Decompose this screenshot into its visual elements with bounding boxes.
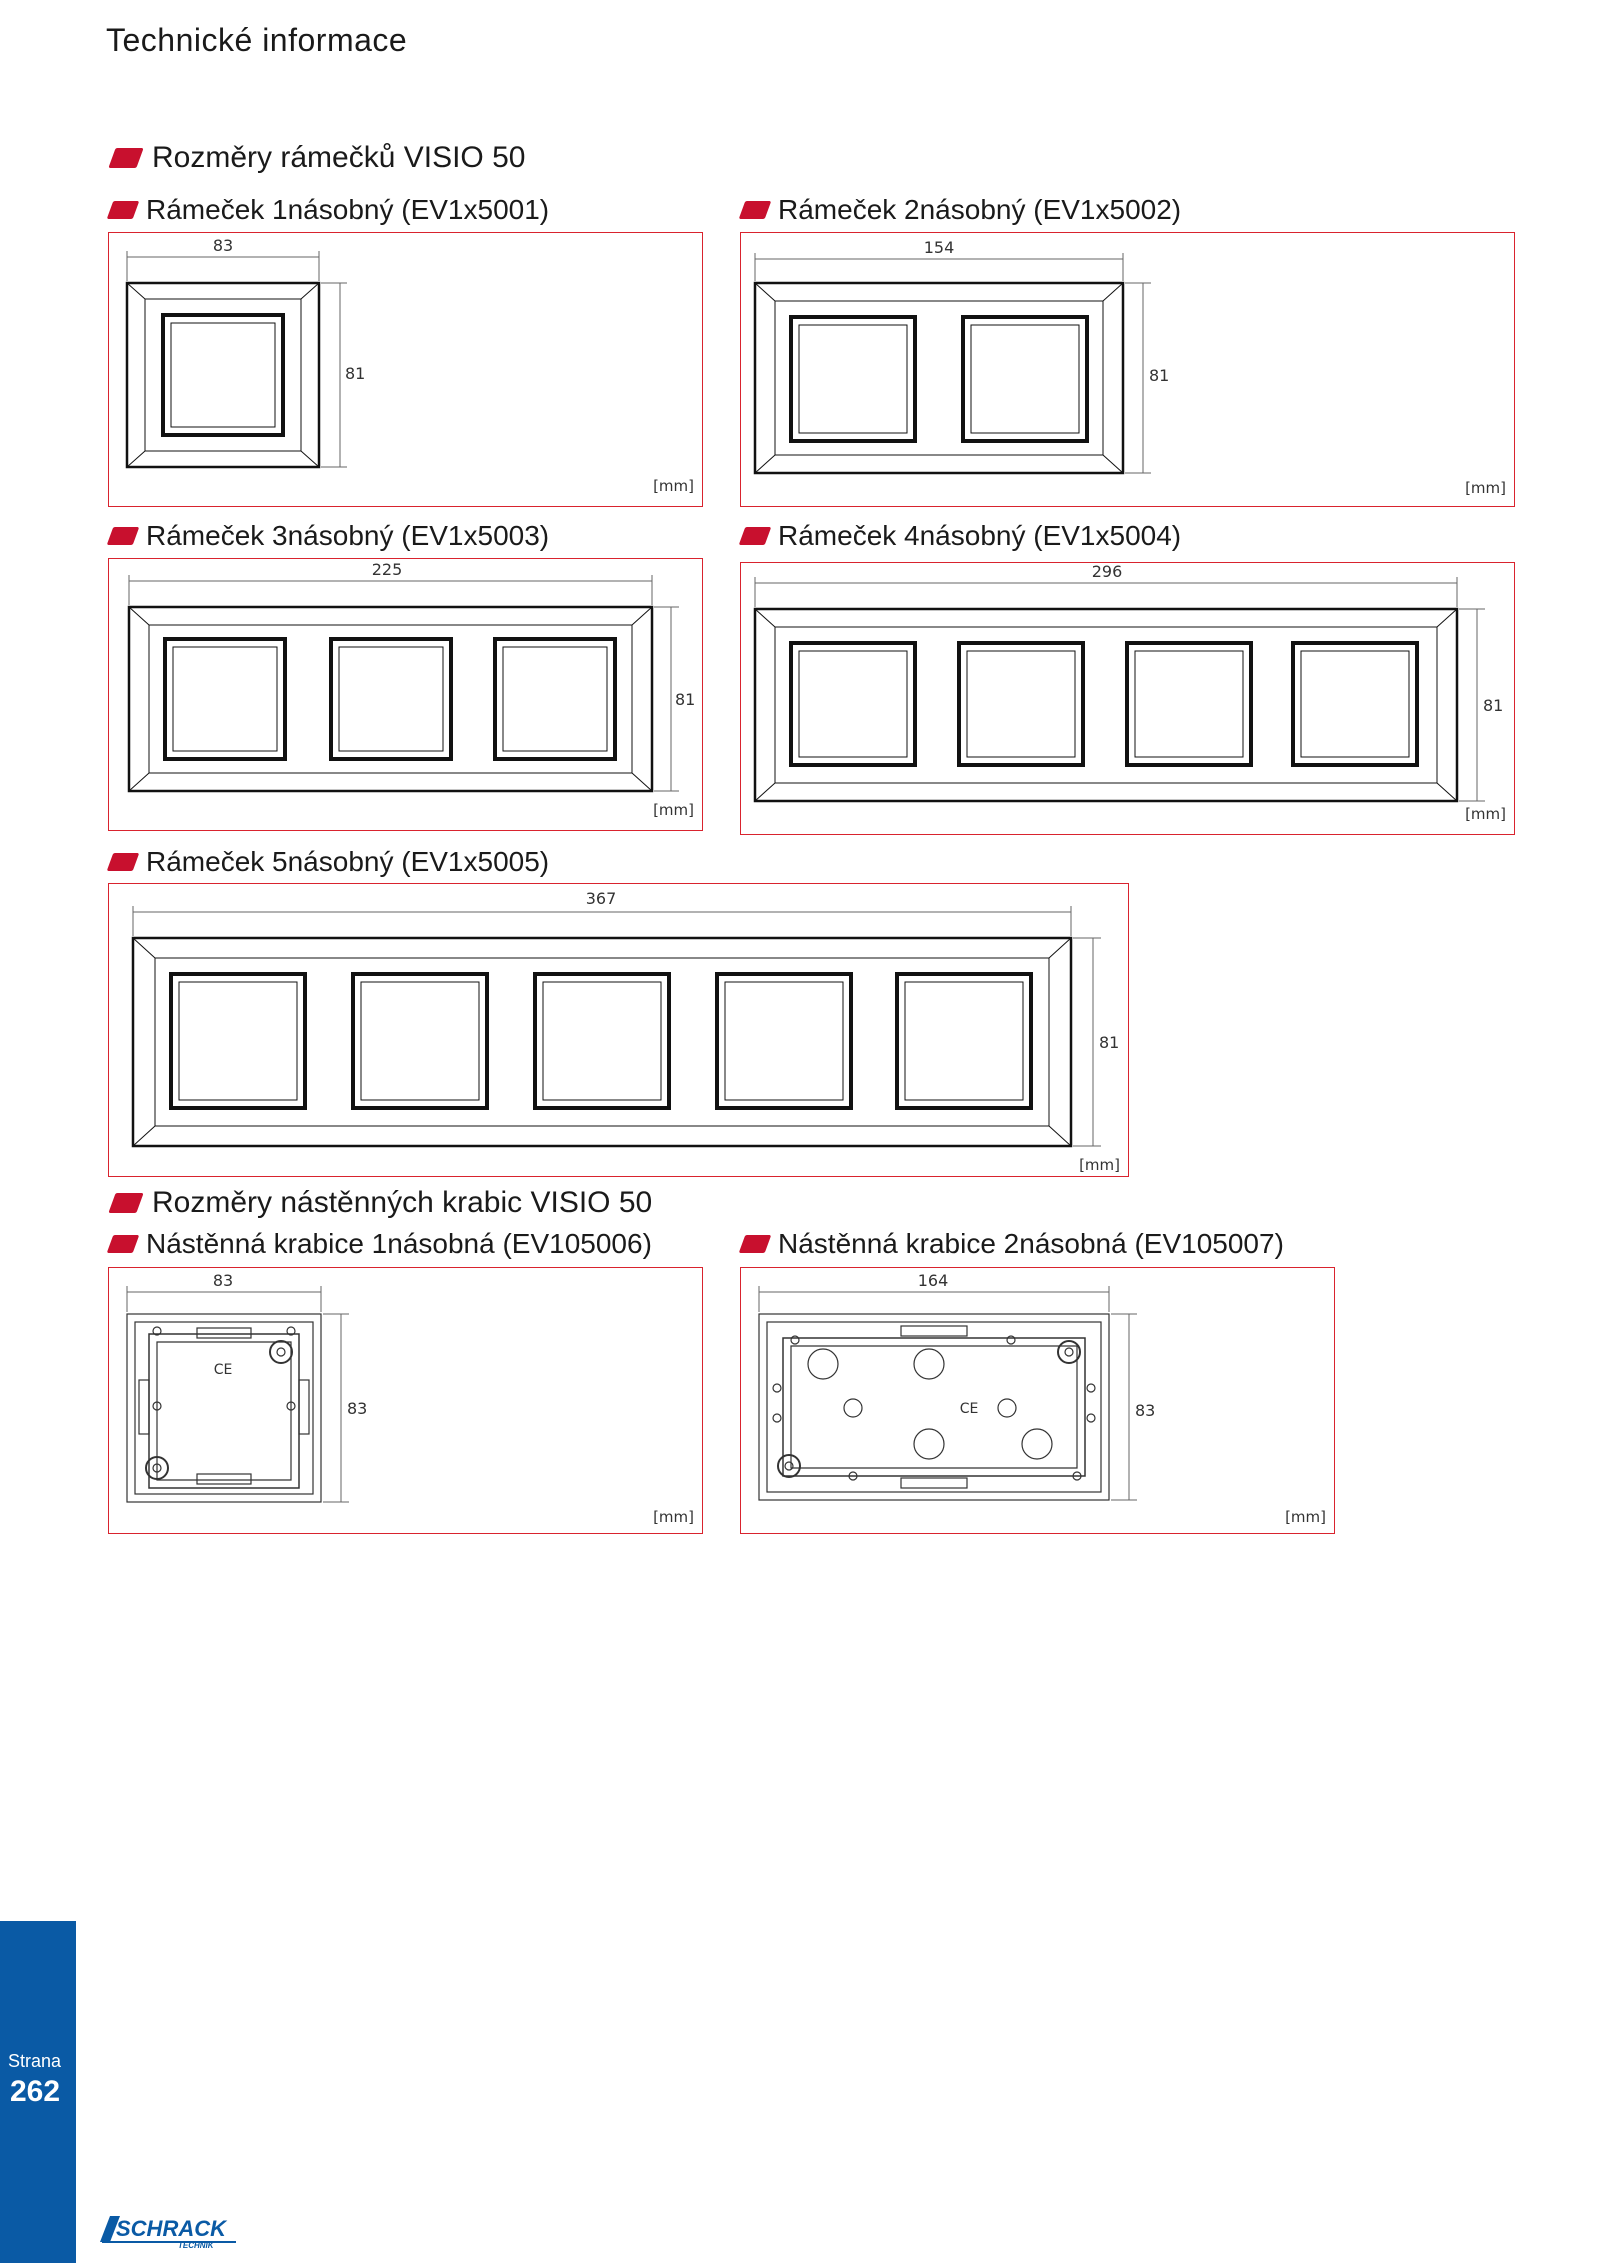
frame-1-drawing: [109, 233, 702, 506]
frame-3-title: Rámeček 3násobný (EV1x5003): [146, 520, 550, 551]
page-title: Technické informace: [106, 22, 408, 58]
frame-2-unit-label: [mm]: [1465, 479, 1506, 497]
section-heading-boxes: [112, 1186, 652, 1220]
brand-sub: TECHNIK: [178, 2241, 214, 2248]
frame-2-title: Rámeček 2násobný (EV1x5002): [778, 194, 1182, 225]
red-bullet-icon: [739, 527, 772, 545]
box-2-width-label: 164: [917, 1271, 949, 1290]
frame-4-heading: [742, 520, 1181, 552]
frame-2-drawing-panel: [740, 232, 1515, 507]
frame-3-height-label: 81: [675, 690, 696, 709]
box-2-heading: [742, 1228, 1284, 1260]
frame-2-heading: [742, 194, 1181, 226]
box-2-drawing: [741, 1268, 1334, 1533]
frame-5-drawing-panel: [108, 883, 1129, 1177]
box-1-height-label: 83: [347, 1399, 368, 1418]
box-1-drawing-panel: [108, 1267, 703, 1534]
frame-4-drawing-panel: [740, 562, 1515, 835]
frame-4-unit-label: [mm]: [1465, 805, 1506, 823]
box-2-title: Nástěnná krabice 2násobná (EV105007): [778, 1228, 1284, 1259]
frame-5-heading: [110, 846, 549, 878]
section-heading-boxes-label: Rozměry nástěnných krabic VISIO 50: [152, 1186, 653, 1219]
frame-5-unit-label: [mm]: [1079, 1156, 1120, 1174]
frame-1-unit-label: [mm]: [653, 477, 694, 495]
frame-4-drawing: [741, 563, 1514, 834]
page-label: Strana: [8, 2051, 62, 2071]
ce-mark: CE: [959, 1401, 979, 1417]
box-1-heading: [110, 1228, 652, 1260]
red-bullet-icon: [107, 201, 140, 219]
section-heading-frames: [112, 141, 525, 175]
frame-5-width-label: 367: [585, 889, 617, 908]
frame-3-drawing: [109, 559, 702, 830]
red-bullet-icon: [107, 1235, 140, 1253]
red-bullet-icon: [107, 527, 140, 545]
frame-3-unit-label: [mm]: [653, 801, 694, 819]
brand-name: SCHRACK: [116, 2216, 226, 2241]
red-bullet-icon: [739, 201, 772, 219]
frame-1-width-label: 83: [212, 236, 234, 255]
box-1-unit-label: [mm]: [653, 1508, 694, 1526]
frame-1-title: Rámeček 1násobný (EV1x5001): [146, 194, 550, 225]
frame-5-title: Rámeček 5násobný (EV1x5005): [146, 846, 550, 877]
box-1-drawing: [109, 1268, 702, 1533]
frame-1-drawing-panel: [108, 232, 703, 507]
box-2-unit-label: [mm]: [1285, 1508, 1326, 1526]
section-heading-frames-label: Rozměry rámečků VISIO 50: [152, 141, 526, 174]
frame-2-drawing: [741, 233, 1514, 506]
red-bullet-icon: [108, 148, 143, 168]
frame-2-height-label: 81: [1149, 366, 1170, 385]
box-2-drawing-panel: [740, 1267, 1335, 1534]
frame-1-heading: [110, 194, 549, 226]
red-bullet-icon: [739, 1235, 772, 1253]
schrack-logo: [98, 2212, 238, 2248]
frame-3-heading: [110, 520, 549, 552]
page-number: 262: [10, 2075, 61, 2108]
frame-4-title: Rámeček 4násobný (EV1x5004): [778, 520, 1182, 551]
red-bullet-icon: [108, 1193, 143, 1213]
frame-3-width-label: 225: [371, 560, 403, 579]
box-2-height-label: 83: [1135, 1401, 1156, 1420]
frame-3-drawing-panel: [108, 558, 703, 831]
box-1-width-label: 83: [212, 1271, 234, 1290]
frame-5-drawing: [109, 884, 1128, 1176]
frame-5-height-label: 81: [1099, 1033, 1120, 1052]
frame-4-height-label: 81: [1483, 696, 1504, 715]
ce-mark: CE: [213, 1362, 233, 1378]
box-1-title: Nástěnná krabice 1násobná (EV105006): [146, 1228, 652, 1259]
page-sidebar: [0, 1921, 76, 2263]
frame-2-width-label: 154: [923, 238, 955, 257]
frame-4-width-label: 296: [1091, 563, 1123, 581]
frame-1-height-label: 81: [345, 364, 366, 383]
red-bullet-icon: [107, 853, 140, 871]
